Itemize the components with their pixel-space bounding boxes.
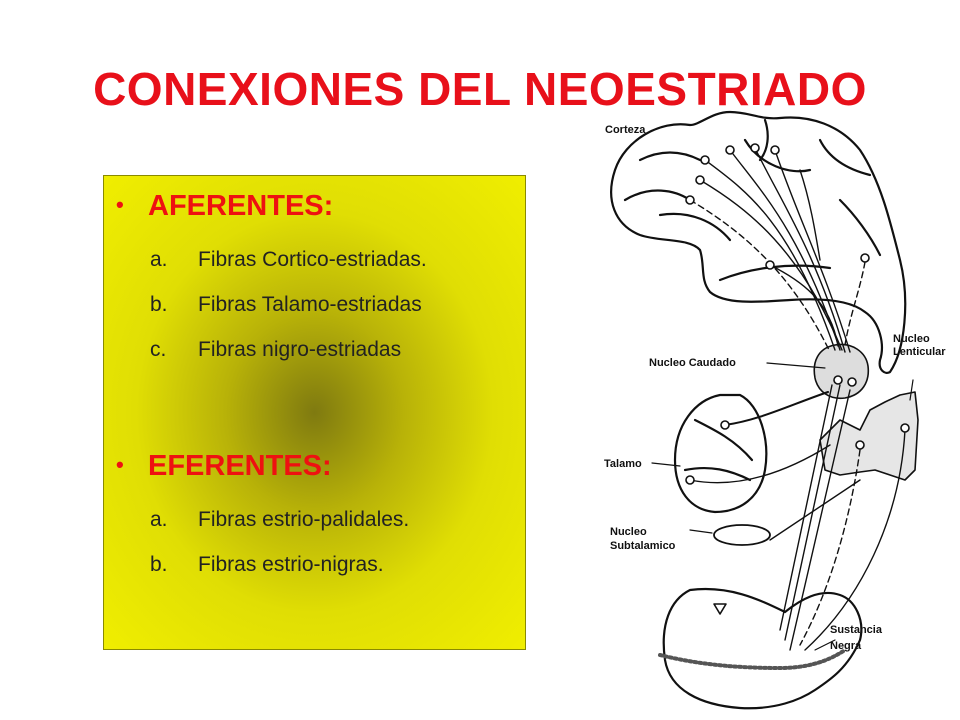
list-item <box>150 248 427 272</box>
list-marker: b. <box>150 553 168 576</box>
label-nucleo-caudado: Nucleo Caudado <box>649 357 736 369</box>
bullet-icon: • <box>116 192 124 217</box>
bullet-icon: • <box>116 452 124 477</box>
list-marker: b. <box>150 293 168 316</box>
list-item-text: Fibras estrio-palidales. <box>198 508 410 531</box>
substantia-nigra <box>660 650 845 668</box>
subthalamic-nucleus <box>714 525 770 545</box>
lenticular-nucleus <box>820 392 918 480</box>
afferents-heading-text: AFERENTES: <box>148 190 334 222</box>
label-sustancia-negra-line1: Sustancia <box>830 624 882 636</box>
brain-diagram <box>560 110 960 720</box>
label-nucleo-lenticular-line2: Lenticular <box>893 346 946 358</box>
efferents-heading <box>116 450 332 483</box>
list-item-text: Fibras Talamo-estriadas <box>198 293 422 316</box>
list-marker: a. <box>150 248 168 271</box>
list-marker: a. <box>150 508 168 531</box>
label-sustancia-negra-line2: Negra <box>830 640 862 652</box>
list-item-text: Fibras estrio-nigras. <box>198 553 384 576</box>
label-talamo: Talamo <box>604 458 642 470</box>
afferents-heading <box>116 190 333 223</box>
list-item-text: Fibras Cortico-estriadas. <box>198 248 427 271</box>
label-subtalamico-line1: Nucleo <box>610 526 647 538</box>
efferents-heading-text: EFERENTES: <box>148 450 332 482</box>
list-item <box>150 553 384 577</box>
list-item <box>150 293 422 317</box>
slide-title: CONEXIONES DEL NEOESTRIADO <box>93 63 867 115</box>
list-marker: c. <box>150 338 167 361</box>
list-item <box>150 508 409 532</box>
list-item-text: Fibras nigro-estriadas <box>198 338 402 361</box>
list-item <box>150 338 401 362</box>
label-corteza: Corteza <box>605 124 646 136</box>
thalamus-outline <box>675 395 766 512</box>
label-nucleo-lenticular-line1: Nucleo <box>893 333 930 345</box>
label-subtalamico-line2: Subtalamico <box>610 540 676 552</box>
caudate-nucleus <box>814 344 868 398</box>
content-box <box>103 175 526 650</box>
